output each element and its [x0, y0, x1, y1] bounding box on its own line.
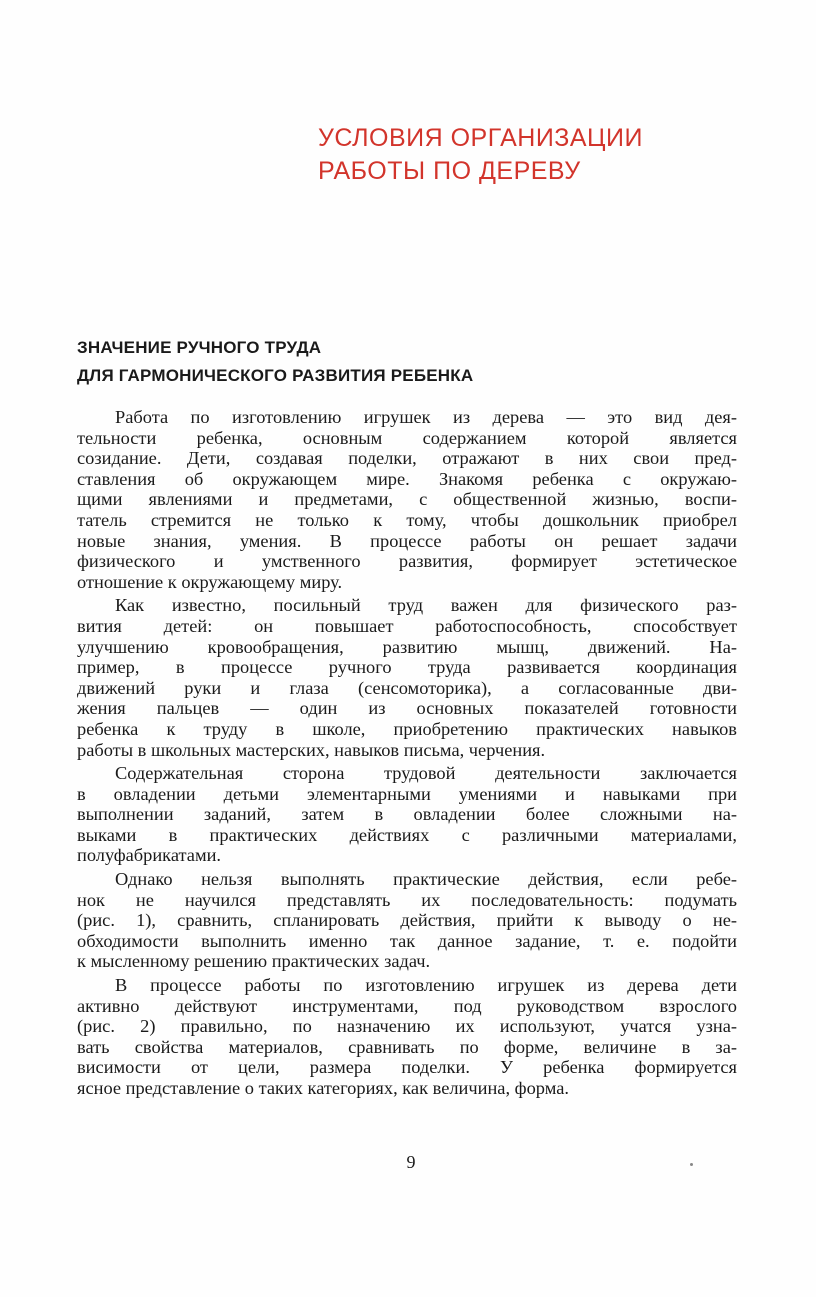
text-line: ставления об окружающем мире. Знакомя ребенка с окружаю- — [77, 468, 737, 489]
paragraph — [77, 407, 737, 592]
text-line: к мысленному решению практических задач. — [77, 951, 431, 972]
text-line: полуфабрикатами. — [77, 845, 222, 866]
text-line: физического и умственного развития, формирует эстетическое — [77, 551, 737, 572]
text-line: жения пальцев — один из основных показателей готовности — [77, 698, 737, 719]
text-line: работы в школьных мастерских, навыков письма, черчения. — [77, 739, 546, 760]
paragraph — [77, 975, 737, 1099]
text-line: пример, в процессе ручного труда развивается координация — [77, 657, 737, 678]
page-number: 9 — [406, 1152, 416, 1172]
text-line: висимости от цели, размера поделки. У ребенка формируется — [77, 1057, 737, 1078]
text-line: отношение к окружающему миру. — [77, 571, 343, 592]
text-line: новые знания, умения. В процессе работы он решает задачи — [77, 530, 737, 551]
text-line: ребенка к труду в школе, приобретению практических навыков — [77, 718, 737, 739]
text-line: (рис. 1), сравнить, спланировать действия, прийти к выводу о не- — [77, 910, 737, 931]
section-heading-line-2: ДЛЯ ГАРМОНИЧЕСКОГО РАЗВИТИЯ РЕБЕНКА — [77, 366, 474, 385]
text-line: обходимости выполнить именно так данное задание, т. е. подойти — [77, 930, 737, 951]
text-line: выполнении заданий, затем в овладении более сложными на- — [77, 804, 737, 825]
body-text — [77, 407, 737, 1102]
section-heading — [77, 334, 757, 390]
text-line: активно действуют инструментами, под руководством взрослого — [77, 995, 737, 1016]
text-line: щими явлениями и предметами, с общественной жизнью, воспи- — [77, 489, 737, 510]
text-line: Однако нельзя выполнять практические действия, если ребе- — [115, 869, 737, 890]
text-line: тельности ребенка, основным содержанием которой является — [77, 427, 737, 448]
paragraph — [77, 595, 737, 760]
text-line: улучшению кровообращения, развитию мышц, движений. На- — [77, 636, 737, 657]
text-line: ясное представление о таких категориях, как величина, форма. — [77, 1078, 569, 1098]
print-speck — [690, 1163, 693, 1166]
text-line: (рис. 2) правильно, по назначению их используют, учатся узна- — [77, 1016, 737, 1037]
text-line: Содержательная сторона трудовой деятельности заключается — [115, 763, 737, 784]
chapter-title-line-1: УСЛОВИЯ ОРГАНИЗАЦИИ — [318, 124, 643, 152]
text-line: Как известно, посильный труд важен для физического раз- — [115, 595, 737, 616]
text-line: вать свойства материалов, сравнивать по форме, величине в за- — [77, 1036, 737, 1057]
text-line: выками в практических действиях с различными материалами, — [77, 824, 737, 845]
section-heading-line-1: ЗНАЧЕНИЕ РУЧНОГО ТРУДА — [77, 338, 322, 357]
paragraph — [77, 869, 737, 972]
chapter-title-line-2: РАБОТЫ ПО ДЕРЕВУ — [318, 157, 581, 185]
text-line: в овладении детьми элементарными умениями и навыками при — [77, 783, 737, 804]
text-line: нок не научился представлять их последовательность: подумать — [77, 889, 737, 910]
text-line: татель стремится не только к тому, чтобы дошкольник приобрел — [77, 509, 737, 530]
text-line: вития детей: он повышает работоспособность, способствует — [77, 615, 737, 636]
paragraph — [77, 763, 737, 866]
text-line: созидание. Дети, создавая поделки, отражают в них свои пред- — [77, 448, 737, 469]
text-line: Работа по изготовлению игрушек из дерева — это вид дея- — [115, 407, 737, 427]
chapter-title — [318, 122, 718, 188]
text-line: движений руки и глаза (сенсомоторика), а согласованные дви- — [77, 677, 737, 698]
text-line: В процессе работы по изготовлению игрушек из дерева дети — [115, 975, 737, 996]
